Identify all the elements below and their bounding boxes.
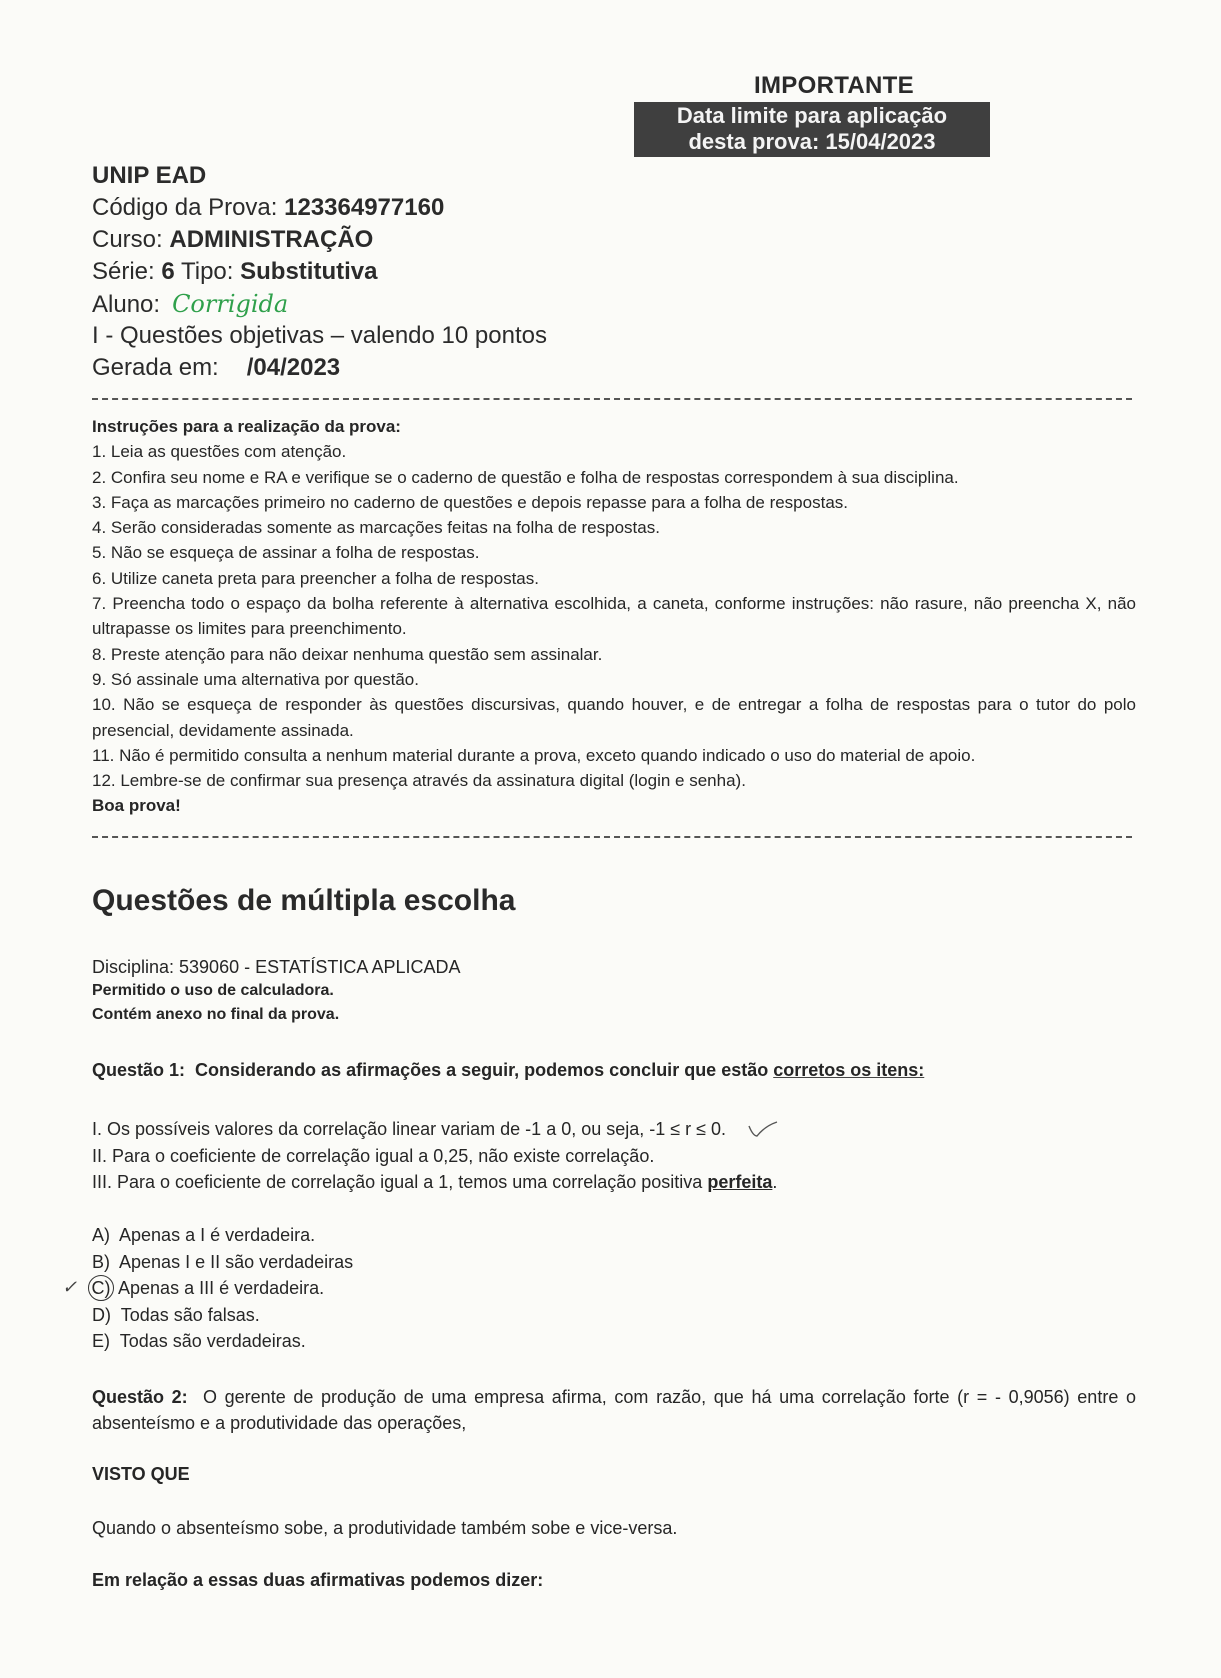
instruction-item: 12. Lembre-se de confirmar sua presença através da assinatura digital (login e senha). xyxy=(92,771,746,791)
option-letter: E) xyxy=(92,1331,110,1351)
option-e[interactable] xyxy=(92,1328,353,1355)
discipline: Disciplina: 539060 - ESTATÍSTICA APLICADA xyxy=(92,957,461,977)
curso-row xyxy=(92,224,547,256)
visto-que: VISTO QUE xyxy=(92,1464,190,1484)
calculator-note: Permitido o uso de calculadora. xyxy=(92,982,334,999)
question-2-text: O gerente de produção de uma empresa afirma, com razão, que há uma correlação forte (r = - 0,9056) entre o absenteísmo e a produtividade das operações, xyxy=(92,1387,1136,1433)
instruction-item: 2. Confira seu nome e RA e verifique se o caderno de questão e folha de respostas correspondem à sua disciplina. xyxy=(92,467,959,487)
question-1-title xyxy=(92,1060,924,1081)
gerada-row xyxy=(92,352,547,384)
statement-text: I. Os possíveis valores da correlação linear variam de -1 a 0, ou seja, -1 ≤ r ≤ 0. xyxy=(92,1119,727,1139)
deadline-line-2: desta prova: 15/04/2023 xyxy=(688,129,936,154)
institution: UNIP EAD xyxy=(92,162,207,189)
option-d[interactable] xyxy=(92,1302,353,1329)
option-c[interactable] xyxy=(62,1275,353,1302)
checkmark-icon xyxy=(745,1120,779,1140)
instruction-item: 6. Utilize caneta preta para preencher a folha de respostas. xyxy=(92,568,539,588)
instruction-item: 4. Serão consideradas somente as marcações feitas na folha de respostas. xyxy=(92,518,660,538)
question-1-prompt: Considerando as afirmações a seguir, podemos concluir que estão xyxy=(195,1060,774,1080)
option-letter: A) xyxy=(92,1225,110,1245)
instruction-item: 7. Preencha todo o espaço da bolha referente à alternativa escolhida, a caneta, conforme instruções: não rasure, não preencha X, não ultrapasse os limites para preenchimento. xyxy=(92,594,1136,639)
curso-value: ADMINISTRAÇÃO xyxy=(169,226,374,253)
deadline-box xyxy=(634,102,990,157)
option-text: Apenas a III é verdadeira. xyxy=(118,1278,325,1298)
question-1-options xyxy=(62,1222,354,1355)
section-line: I - Questões objetivas – valendo 10 pontos xyxy=(92,322,547,349)
question-2-statement: Quando o absenteísmo sobe, a produtividade também sobe e vice-versa. xyxy=(92,1518,678,1538)
annex-note: Contém anexo no final da prova. xyxy=(92,1006,340,1023)
codigo-row xyxy=(92,192,547,224)
option-b[interactable] xyxy=(92,1249,353,1276)
aluno-row xyxy=(92,288,547,320)
gerada-value: /04/2023 xyxy=(246,354,341,381)
divider xyxy=(92,836,1132,838)
instruction-item: 11. Não é permitido consulta a nenhum material durante a prova, exceto quando indicado o uso do material de apoio. xyxy=(92,745,976,765)
divider xyxy=(92,398,1132,400)
option-letter: C) xyxy=(91,1278,111,1298)
question-2 xyxy=(92,1384,1136,1436)
instruction-item: 9. Só assinale uma alternativa por questão. xyxy=(92,669,419,689)
instruction-item: 5. Não se esqueça de assinar a folha de respostas. xyxy=(92,543,480,563)
curso-label: Curso: xyxy=(92,226,170,253)
exam-header xyxy=(92,160,547,384)
aluno-handwritten: Corrigida xyxy=(172,290,289,318)
codigo-value: 123364977160 xyxy=(284,194,445,221)
tipo-label: Tipo: xyxy=(174,258,241,285)
option-letter: B) xyxy=(92,1251,110,1272)
statement-text: III. Para o coeficiente de correlação igual a 1, temos uma correlação positiva xyxy=(92,1172,708,1192)
question-2-prompt: Em relação a essas duas afirmativas podemos dizer: xyxy=(92,1570,544,1590)
discipline-block xyxy=(92,955,460,1027)
instruction-item: 1. Leia as questões com atenção. xyxy=(92,442,347,462)
question-1-statements xyxy=(92,1116,779,1196)
selected-answer-circle xyxy=(88,1275,114,1301)
option-letter: D) xyxy=(92,1304,111,1325)
codigo-label: Código da Prova: xyxy=(92,194,285,221)
section-title: Questões de múltipla escolha xyxy=(92,884,516,917)
perfeita-word: perfeita xyxy=(707,1172,773,1192)
option-text: Todas são falsas. xyxy=(120,1304,260,1325)
serie-value: 6 xyxy=(161,258,175,285)
aluno-label: Aluno: xyxy=(92,291,161,318)
serie-label: Série: xyxy=(92,258,162,285)
instruction-item: 10. Não se esqueça de responder às questões discursivas, quando houver, e de entregar a folha de respostas para o tutor do polo presencial, devidamente assinada. xyxy=(92,695,1136,740)
statement xyxy=(92,1116,779,1143)
instruction-item: 3. Faça as marcações primeiro no caderno de questões e depois repasse para a folha de respostas. xyxy=(92,492,848,512)
deadline-line-1: Data limite para aplicação xyxy=(676,103,948,128)
tipo-value: Substitutiva xyxy=(240,258,378,285)
question-2-label: Questão 2: xyxy=(92,1387,188,1407)
option-text: Todas são verdadeiras. xyxy=(119,1331,306,1351)
serie-row xyxy=(92,256,547,288)
check-mark-icon: ✓ xyxy=(62,1277,78,1298)
statement: III. Para o coeficiente de correlação igual a 1, temos uma correlação positiva perfeita. xyxy=(92,1172,778,1192)
question-1-prompt-underlined: corretos os itens: xyxy=(773,1060,925,1080)
question-1-label: Questão 1: xyxy=(92,1060,186,1080)
option-text: Apenas I e II são verdadeiras xyxy=(119,1251,354,1272)
instructions-closing: Boa prova! xyxy=(92,796,181,816)
instruction-item: 8. Preste atenção para não deixar nenhuma questão sem assinalar. xyxy=(92,644,603,664)
gerada-label: Gerada em: xyxy=(92,354,219,381)
statement: II. Para o coeficiente de correlação igual a 0,25, não existe correlação. xyxy=(92,1145,655,1166)
instructions xyxy=(92,414,1136,819)
importante-title: IMPORTANTE xyxy=(754,72,914,99)
option-a[interactable] xyxy=(92,1222,353,1249)
instructions-title: Instruções para a realização da prova: xyxy=(92,417,401,436)
option-text: Apenas a I é verdadeira. xyxy=(119,1225,316,1245)
